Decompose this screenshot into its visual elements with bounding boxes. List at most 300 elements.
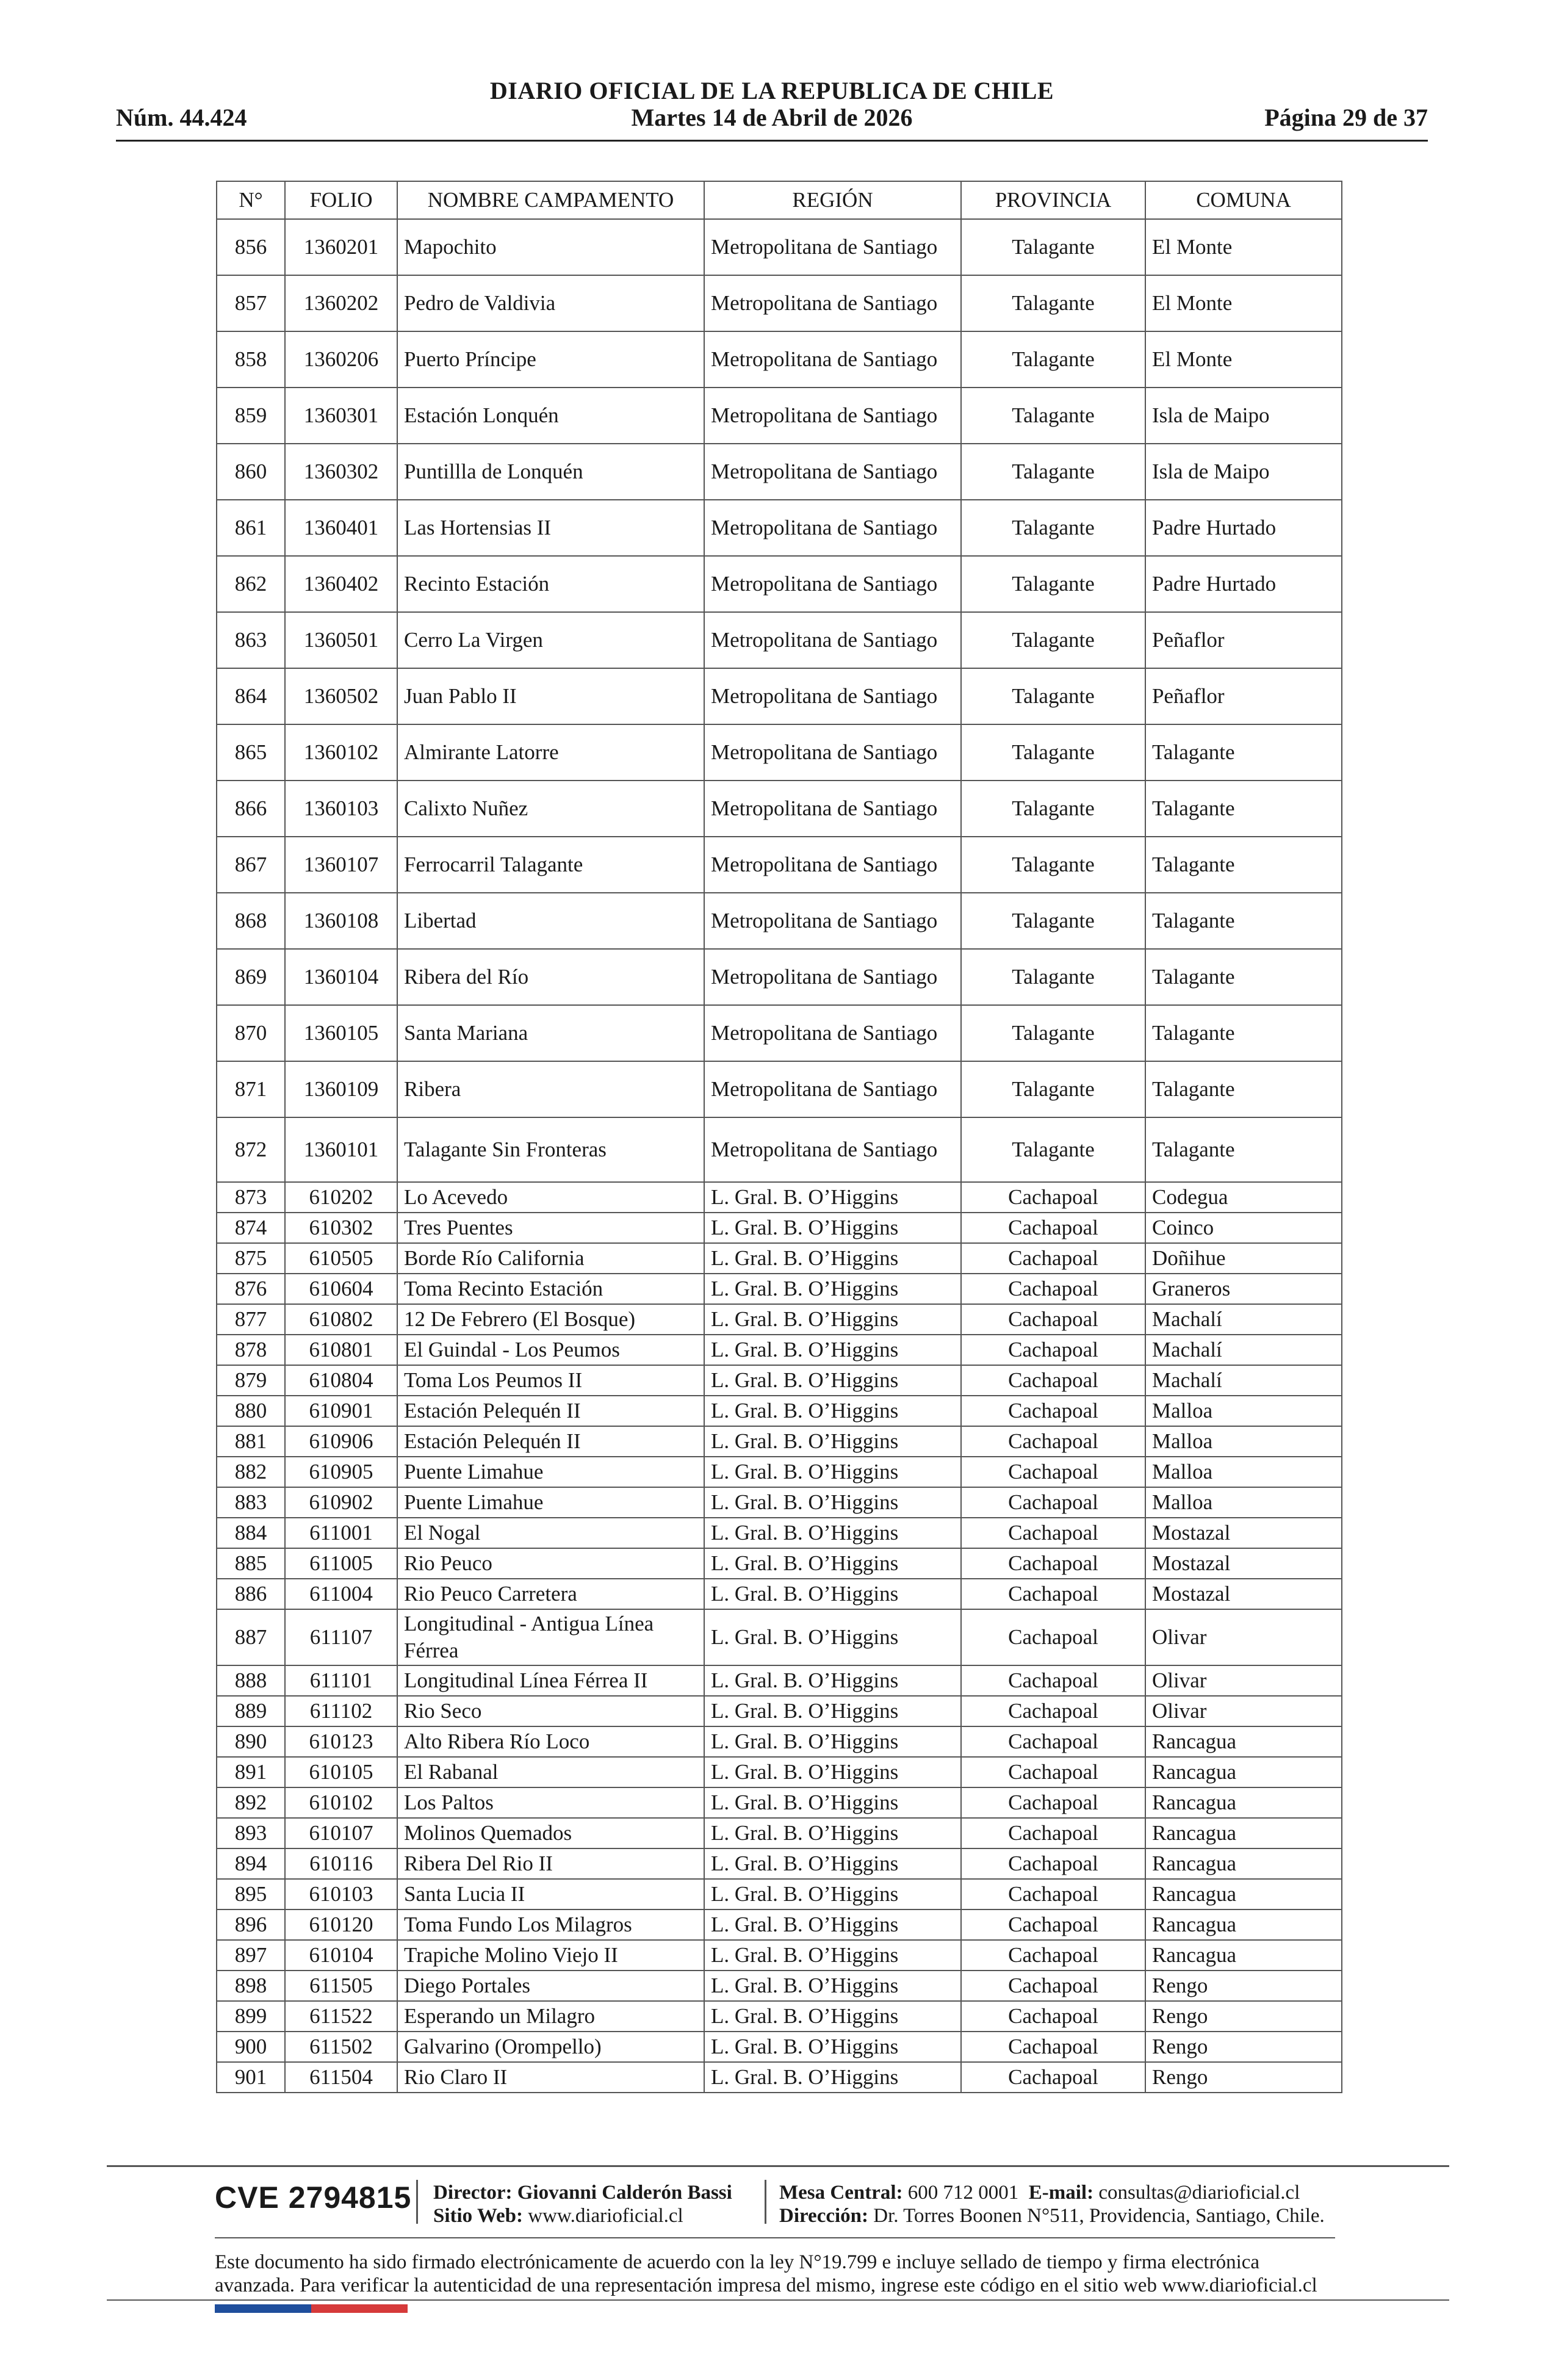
table-row xyxy=(217,1426,1342,1457)
row-comuna: Machalí xyxy=(1145,1304,1342,1335)
header-divider xyxy=(116,140,1428,142)
row-comuna: Rengo xyxy=(1145,1971,1342,2001)
table-header-row xyxy=(217,181,1342,219)
row-region: L. Gral. B. O’Higgins xyxy=(704,1274,961,1304)
row-provincia: Cachapoal xyxy=(961,1304,1145,1335)
row-comuna: Padre Hurtado xyxy=(1145,556,1342,612)
table-row xyxy=(217,275,1342,331)
table-row xyxy=(217,1304,1342,1335)
row-provincia: Cachapoal xyxy=(961,1487,1145,1518)
table-row xyxy=(217,1396,1342,1426)
row-comuna: Rengo xyxy=(1145,2062,1342,2093)
row-provincia: Talagante xyxy=(961,949,1145,1005)
row-region: L. Gral. B. O’Higgins xyxy=(704,1365,961,1396)
row-provincia: Talagante xyxy=(961,1005,1145,1061)
row-folio: 610116 xyxy=(285,1848,397,1879)
row-comuna: Codegua xyxy=(1145,1182,1342,1213)
row-number: 890 xyxy=(217,1726,285,1757)
row-nombre: Ribera del Río xyxy=(397,949,704,1005)
row-provincia: Cachapoal xyxy=(961,1696,1145,1726)
table-row xyxy=(217,1909,1342,1940)
newspaper-title: DIARIO OFICIAL DE LA REPUBLICA DE CHILE xyxy=(489,77,1054,104)
row-folio: 1360302 xyxy=(285,444,397,500)
email-link[interactable]: consultas@diarioficial.cl xyxy=(1098,2182,1300,2204)
footer-separator xyxy=(765,2180,766,2224)
table-row xyxy=(217,1609,1342,1665)
table-row xyxy=(217,612,1342,668)
row-folio: 611504 xyxy=(285,2062,397,2093)
web-link[interactable]: www.diarioficial.cl xyxy=(528,2205,683,2227)
row-provincia: Cachapoal xyxy=(961,1365,1145,1396)
row-provincia: Talagante xyxy=(961,837,1145,893)
row-folio: 1360105 xyxy=(285,1005,397,1061)
table-row xyxy=(217,388,1342,444)
row-region: Metropolitana de Santiago xyxy=(704,275,961,331)
row-number: 866 xyxy=(217,781,285,837)
row-comuna: Malloa xyxy=(1145,1396,1342,1426)
row-folio: 1360104 xyxy=(285,949,397,1005)
table-row xyxy=(217,1213,1342,1243)
row-region: Metropolitana de Santiago xyxy=(704,444,961,500)
row-comuna: El Monte xyxy=(1145,331,1342,388)
row-provincia: Talagante xyxy=(961,275,1145,331)
row-comuna: Rengo xyxy=(1145,2032,1342,2062)
table-row xyxy=(217,1940,1342,1971)
row-comuna: Rancagua xyxy=(1145,1726,1342,1757)
row-folio: 1360501 xyxy=(285,612,397,668)
row-folio: 1360206 xyxy=(285,331,397,388)
table-row xyxy=(217,1879,1342,1909)
row-provincia: Cachapoal xyxy=(961,1182,1145,1213)
row-folio: 610905 xyxy=(285,1457,397,1487)
col-header-nombre: NOMBRE CAMPAMENTO xyxy=(397,181,704,219)
row-comuna: Mostazal xyxy=(1145,1548,1342,1579)
row-folio: 611522 xyxy=(285,2001,397,2032)
row-region: Metropolitana de Santiago xyxy=(704,668,961,724)
row-nombre: Longitudinal Línea Férrea II xyxy=(397,1665,704,1696)
row-number: 861 xyxy=(217,500,285,556)
row-nombre: Santa Lucia II xyxy=(397,1879,704,1909)
table-row xyxy=(217,668,1342,724)
row-provincia: Talagante xyxy=(961,388,1145,444)
row-comuna: Rancagua xyxy=(1145,1879,1342,1909)
row-provincia: Cachapoal xyxy=(961,1879,1145,1909)
row-number: 857 xyxy=(217,275,285,331)
row-comuna: Rancagua xyxy=(1145,1940,1342,1971)
row-nombre: 12 De Febrero (El Bosque) xyxy=(397,1304,704,1335)
row-folio: 1360102 xyxy=(285,724,397,781)
row-nombre: Pedro de Valdivia xyxy=(397,275,704,331)
row-folio: 610103 xyxy=(285,1879,397,1909)
row-folio: 611004 xyxy=(285,1579,397,1609)
row-provincia: Cachapoal xyxy=(961,2001,1145,2032)
row-number: 882 xyxy=(217,1457,285,1487)
row-comuna: Rancagua xyxy=(1145,1757,1342,1787)
row-number: 894 xyxy=(217,1848,285,1879)
row-nombre: Rio Peuco xyxy=(397,1548,704,1579)
table-row xyxy=(217,1061,1342,1117)
row-comuna: Rancagua xyxy=(1145,1909,1342,1940)
row-comuna: Rancagua xyxy=(1145,1848,1342,1879)
row-provincia: Talagante xyxy=(961,444,1145,500)
row-number: 886 xyxy=(217,1579,285,1609)
row-folio: 610901 xyxy=(285,1396,397,1426)
table-row xyxy=(217,1818,1342,1848)
row-provincia: Talagante xyxy=(961,612,1145,668)
row-comuna: Machalí xyxy=(1145,1335,1342,1365)
col-header-n: N° xyxy=(217,181,285,219)
row-provincia: Talagante xyxy=(961,781,1145,837)
row-folio: 610104 xyxy=(285,1940,397,1971)
row-nombre: Rio Claro II xyxy=(397,2062,704,2093)
row-number: 865 xyxy=(217,724,285,781)
row-provincia: Cachapoal xyxy=(961,1787,1145,1818)
row-provincia: Cachapoal xyxy=(961,1274,1145,1304)
row-region: Metropolitana de Santiago xyxy=(704,500,961,556)
row-region: L. Gral. B. O’Higgins xyxy=(704,1787,961,1818)
row-region: L. Gral. B. O’Higgins xyxy=(704,1757,961,1787)
row-comuna: Rancagua xyxy=(1145,1787,1342,1818)
row-nombre: Libertad xyxy=(397,893,704,949)
row-nombre: Santa Mariana xyxy=(397,1005,704,1061)
row-folio: 1360301 xyxy=(285,388,397,444)
row-region: L. Gral. B. O’Higgins xyxy=(704,1396,961,1426)
row-region: L. Gral. B. O’Higgins xyxy=(704,1879,961,1909)
row-number: 868 xyxy=(217,893,285,949)
row-provincia: Talagante xyxy=(961,893,1145,949)
table-row xyxy=(217,1487,1342,1518)
row-nombre: Toma Fundo Los Milagros xyxy=(397,1909,704,1940)
row-provincia: Cachapoal xyxy=(961,1518,1145,1548)
row-nombre: Los Paltos xyxy=(397,1787,704,1818)
row-nombre: Ferrocarril Talagante xyxy=(397,837,704,893)
table-row xyxy=(217,837,1342,893)
row-provincia: Cachapoal xyxy=(961,1757,1145,1787)
row-nombre: Lo Acevedo xyxy=(397,1182,704,1213)
row-comuna: Rancagua xyxy=(1145,1818,1342,1848)
table-row xyxy=(217,949,1342,1005)
row-number: 875 xyxy=(217,1243,285,1274)
row-provincia: Cachapoal xyxy=(961,1579,1145,1609)
row-number: 891 xyxy=(217,1757,285,1787)
row-folio: 610120 xyxy=(285,1909,397,1940)
mesa-phone: 600 712 0001 xyxy=(907,2182,1019,2204)
table-body xyxy=(217,219,1342,2093)
table-row xyxy=(217,1518,1342,1548)
row-region: L. Gral. B. O’Higgins xyxy=(704,1940,961,1971)
row-folio: 610604 xyxy=(285,1274,397,1304)
table-row xyxy=(217,1579,1342,1609)
row-region: L. Gral. B. O’Higgins xyxy=(704,1665,961,1696)
row-comuna: Olivar xyxy=(1145,1665,1342,1696)
col-header-comuna: COMUNA xyxy=(1145,181,1342,219)
row-region: L. Gral. B. O’Higgins xyxy=(704,1548,961,1579)
row-provincia: Cachapoal xyxy=(961,1971,1145,2001)
row-region: Metropolitana de Santiago xyxy=(704,1061,961,1117)
footer-director-block xyxy=(433,2181,732,2227)
row-region: L. Gral. B. O’Higgins xyxy=(704,1304,961,1335)
row-provincia: Cachapoal xyxy=(961,1457,1145,1487)
row-region: L. Gral. B. O’Higgins xyxy=(704,1726,961,1757)
row-comuna: Isla de Maipo xyxy=(1145,444,1342,500)
row-nombre: Estación Lonquén xyxy=(397,388,704,444)
row-provincia: Cachapoal xyxy=(961,1726,1145,1757)
footer-divider-top xyxy=(107,2165,1449,2167)
row-region: Metropolitana de Santiago xyxy=(704,1005,961,1061)
row-number: 862 xyxy=(217,556,285,612)
row-provincia: Talagante xyxy=(961,500,1145,556)
row-comuna: Talagante xyxy=(1145,1117,1342,1182)
row-number: 871 xyxy=(217,1061,285,1117)
row-folio: 610802 xyxy=(285,1304,397,1335)
address-text: Dr. Torres Boonen N°511, Providencia, Santiago, Chile. xyxy=(873,2205,1325,2227)
email-label: E-mail: xyxy=(1028,2182,1094,2204)
footer-divider-mid xyxy=(215,2237,1335,2238)
row-folio: 1360201 xyxy=(285,219,397,275)
issue-date: Martes 14 de Abril de 2026 xyxy=(631,104,913,131)
row-nombre: El Guindal - Los Peumos xyxy=(397,1335,704,1365)
row-number: 858 xyxy=(217,331,285,388)
row-number: 880 xyxy=(217,1396,285,1426)
row-number: 892 xyxy=(217,1787,285,1818)
table-row xyxy=(217,1335,1342,1365)
row-provincia: Talagante xyxy=(961,556,1145,612)
row-folio: 610801 xyxy=(285,1335,397,1365)
col-header-region: REGIÓN xyxy=(704,181,961,219)
row-comuna: Mostazal xyxy=(1145,1518,1342,1548)
footer-divider-bottom xyxy=(107,2299,1449,2301)
table-row xyxy=(217,2001,1342,2032)
legal-notice: Este documento ha sido firmado electrónicamente de acuerdo con la ley N°19.799 e incluye sellado de tiempo y firma electrónica avanzada. Para verificar la autenticidad de una representación impresa del mismo, ingrese este código en el sitio web www.diarioficial.cl xyxy=(215,2251,1317,2296)
row-folio: 610107 xyxy=(285,1818,397,1848)
table-row xyxy=(217,1548,1342,1579)
row-region: L. Gral. B. O’Higgins xyxy=(704,2032,961,2062)
row-region: L. Gral. B. O’Higgins xyxy=(704,1182,961,1213)
row-comuna: El Monte xyxy=(1145,219,1342,275)
row-nombre: Rio Peuco Carretera xyxy=(397,1579,704,1609)
row-nombre: Molinos Quemados xyxy=(397,1818,704,1848)
row-folio: 610302 xyxy=(285,1213,397,1243)
row-provincia: Cachapoal xyxy=(961,1909,1145,1940)
row-number: 879 xyxy=(217,1365,285,1396)
row-comuna: Coinco xyxy=(1145,1213,1342,1243)
row-comuna: Malloa xyxy=(1145,1457,1342,1487)
footer-contact-block xyxy=(779,2181,1325,2227)
table-row xyxy=(217,331,1342,388)
row-nombre: Trapiche Molino Viejo II xyxy=(397,1940,704,1971)
row-number: 897 xyxy=(217,1940,285,1971)
row-number: 881 xyxy=(217,1426,285,1457)
row-number: 869 xyxy=(217,949,285,1005)
row-nombre: Almirante Latorre xyxy=(397,724,704,781)
row-number: 900 xyxy=(217,2032,285,2062)
table-row xyxy=(217,1457,1342,1487)
row-number: 889 xyxy=(217,1696,285,1726)
director-label: Director: xyxy=(433,2182,513,2204)
row-folio: 611005 xyxy=(285,1548,397,1579)
row-comuna: Olivar xyxy=(1145,1696,1342,1726)
row-region: Metropolitana de Santiago xyxy=(704,781,961,837)
row-nombre: Puntillla de Lonquén xyxy=(397,444,704,500)
row-number: 860 xyxy=(217,444,285,500)
row-region: L. Gral. B. O’Higgins xyxy=(704,2001,961,2032)
row-comuna: Talagante xyxy=(1145,893,1342,949)
row-provincia: Cachapoal xyxy=(961,1940,1145,1971)
row-provincia: Talagante xyxy=(961,331,1145,388)
row-provincia: Cachapoal xyxy=(961,1818,1145,1848)
row-number: 887 xyxy=(217,1609,285,1665)
row-folio: 610804 xyxy=(285,1365,397,1396)
row-comuna: Padre Hurtado xyxy=(1145,500,1342,556)
row-number: 864 xyxy=(217,668,285,724)
row-number: 874 xyxy=(217,1213,285,1243)
row-comuna: Machalí xyxy=(1145,1365,1342,1396)
row-region: L. Gral. B. O’Higgins xyxy=(704,1243,961,1274)
row-comuna: Talagante xyxy=(1145,1061,1342,1117)
row-folio: 1360101 xyxy=(285,1117,397,1182)
row-folio: 611107 xyxy=(285,1609,397,1665)
flag-stripe-blue xyxy=(215,2304,311,2313)
row-provincia: Cachapoal xyxy=(961,1609,1145,1665)
row-region: L. Gral. B. O’Higgins xyxy=(704,1457,961,1487)
row-number: 863 xyxy=(217,612,285,668)
row-nombre: Longitudinal - Antigua Línea Férrea xyxy=(397,1609,704,1665)
row-region: L. Gral. B. O’Higgins xyxy=(704,1696,961,1726)
table-row xyxy=(217,1365,1342,1396)
row-comuna: Peñaflor xyxy=(1145,612,1342,668)
table-row xyxy=(217,219,1342,275)
row-folio: 610123 xyxy=(285,1726,397,1757)
row-comuna: Talagante xyxy=(1145,724,1342,781)
row-nombre: Ribera xyxy=(397,1061,704,1117)
row-nombre: Esperando un Milagro xyxy=(397,2001,704,2032)
row-comuna: Graneros xyxy=(1145,1274,1342,1304)
table-row xyxy=(217,1696,1342,1726)
row-provincia: Talagante xyxy=(961,1061,1145,1117)
row-provincia: Talagante xyxy=(961,668,1145,724)
row-comuna: Talagante xyxy=(1145,837,1342,893)
row-comuna: Peñaflor xyxy=(1145,668,1342,724)
table-row xyxy=(217,781,1342,837)
row-provincia: Talagante xyxy=(961,724,1145,781)
row-folio: 610105 xyxy=(285,1757,397,1787)
row-number: 856 xyxy=(217,219,285,275)
row-region: L. Gral. B. O’Higgins xyxy=(704,2062,961,2093)
row-number: 896 xyxy=(217,1909,285,1940)
row-nombre: Calixto Nuñez xyxy=(397,781,704,837)
row-number: 884 xyxy=(217,1518,285,1548)
table-row xyxy=(217,2062,1342,2093)
issue-number: Núm. 44.424 xyxy=(116,104,247,131)
table-row xyxy=(217,1005,1342,1061)
row-provincia: Cachapoal xyxy=(961,1243,1145,1274)
row-provincia: Talagante xyxy=(961,1117,1145,1182)
row-comuna: El Monte xyxy=(1145,275,1342,331)
row-provincia: Cachapoal xyxy=(961,1848,1145,1879)
row-folio: 610202 xyxy=(285,1182,397,1213)
row-nombre: Toma Recinto Estación xyxy=(397,1274,704,1304)
table-row xyxy=(217,2032,1342,2062)
row-nombre: Puente Limahue xyxy=(397,1487,704,1518)
row-nombre: Galvarino (Orompello) xyxy=(397,2032,704,2062)
col-header-folio: FOLIO xyxy=(285,181,397,219)
row-nombre: Talagante Sin Fronteras xyxy=(397,1117,704,1182)
row-nombre: Diego Portales xyxy=(397,1971,704,2001)
row-comuna: Talagante xyxy=(1145,949,1342,1005)
director-name: Giovanni Calderón Bassi xyxy=(517,2182,732,2204)
row-number: 899 xyxy=(217,2001,285,2032)
page-header xyxy=(116,76,1428,143)
table-row xyxy=(217,1117,1342,1182)
row-region: Metropolitana de Santiago xyxy=(704,388,961,444)
row-nombre: Toma Los Peumos II xyxy=(397,1365,704,1396)
row-folio: 610902 xyxy=(285,1487,397,1518)
row-region: Metropolitana de Santiago xyxy=(704,893,961,949)
cve-code: CVE 2794815 xyxy=(215,2180,412,2215)
row-region: L. Gral. B. O’Higgins xyxy=(704,1487,961,1518)
row-folio: 1360502 xyxy=(285,668,397,724)
row-number: 859 xyxy=(217,388,285,444)
row-region: Metropolitana de Santiago xyxy=(704,1117,961,1182)
row-comuna: Malloa xyxy=(1145,1426,1342,1457)
row-number: 888 xyxy=(217,1665,285,1696)
row-nombre: Ribera Del Rio II xyxy=(397,1848,704,1879)
table-row xyxy=(217,500,1342,556)
flag-stripe-red xyxy=(311,2304,408,2313)
row-nombre: Mapochito xyxy=(397,219,704,275)
row-folio: 1360402 xyxy=(285,556,397,612)
table-row xyxy=(217,1274,1342,1304)
row-region: Metropolitana de Santiago xyxy=(704,837,961,893)
table-row xyxy=(217,893,1342,949)
row-region: L. Gral. B. O’Higgins xyxy=(704,1335,961,1365)
row-number: 873 xyxy=(217,1182,285,1213)
row-folio: 1360107 xyxy=(285,837,397,893)
row-comuna: Malloa xyxy=(1145,1487,1342,1518)
row-number: 895 xyxy=(217,1879,285,1909)
row-folio: 1360401 xyxy=(285,500,397,556)
row-folio: 611502 xyxy=(285,2032,397,2062)
table-row xyxy=(217,444,1342,500)
row-nombre: Rio Seco xyxy=(397,1696,704,1726)
row-number: 876 xyxy=(217,1274,285,1304)
row-region: Metropolitana de Santiago xyxy=(704,556,961,612)
row-region: L. Gral. B. O’Higgins xyxy=(704,1579,961,1609)
row-nombre: El Rabanal xyxy=(397,1757,704,1787)
row-nombre: Puerto Príncipe xyxy=(397,331,704,388)
table-row xyxy=(217,1787,1342,1818)
table-row xyxy=(217,1971,1342,2001)
row-nombre: Estación Pelequén II xyxy=(397,1426,704,1457)
row-number: 901 xyxy=(217,2062,285,2093)
row-number: 883 xyxy=(217,1487,285,1518)
row-number: 867 xyxy=(217,837,285,893)
row-provincia: Cachapoal xyxy=(961,1548,1145,1579)
row-region: L. Gral. B. O’Higgins xyxy=(704,1971,961,2001)
row-provincia: Cachapoal xyxy=(961,1396,1145,1426)
row-folio: 611001 xyxy=(285,1518,397,1548)
row-provincia: Cachapoal xyxy=(961,1665,1145,1696)
row-folio: 1360202 xyxy=(285,275,397,331)
row-nombre: Cerro La Virgen xyxy=(397,612,704,668)
table-row xyxy=(217,1757,1342,1787)
row-nombre: Juan Pablo II xyxy=(397,668,704,724)
footer-separator xyxy=(416,2180,418,2224)
row-folio: 611505 xyxy=(285,1971,397,2001)
row-nombre: Recinto Estación xyxy=(397,556,704,612)
row-nombre: Tres Puentes xyxy=(397,1213,704,1243)
row-folio: 611102 xyxy=(285,1696,397,1726)
